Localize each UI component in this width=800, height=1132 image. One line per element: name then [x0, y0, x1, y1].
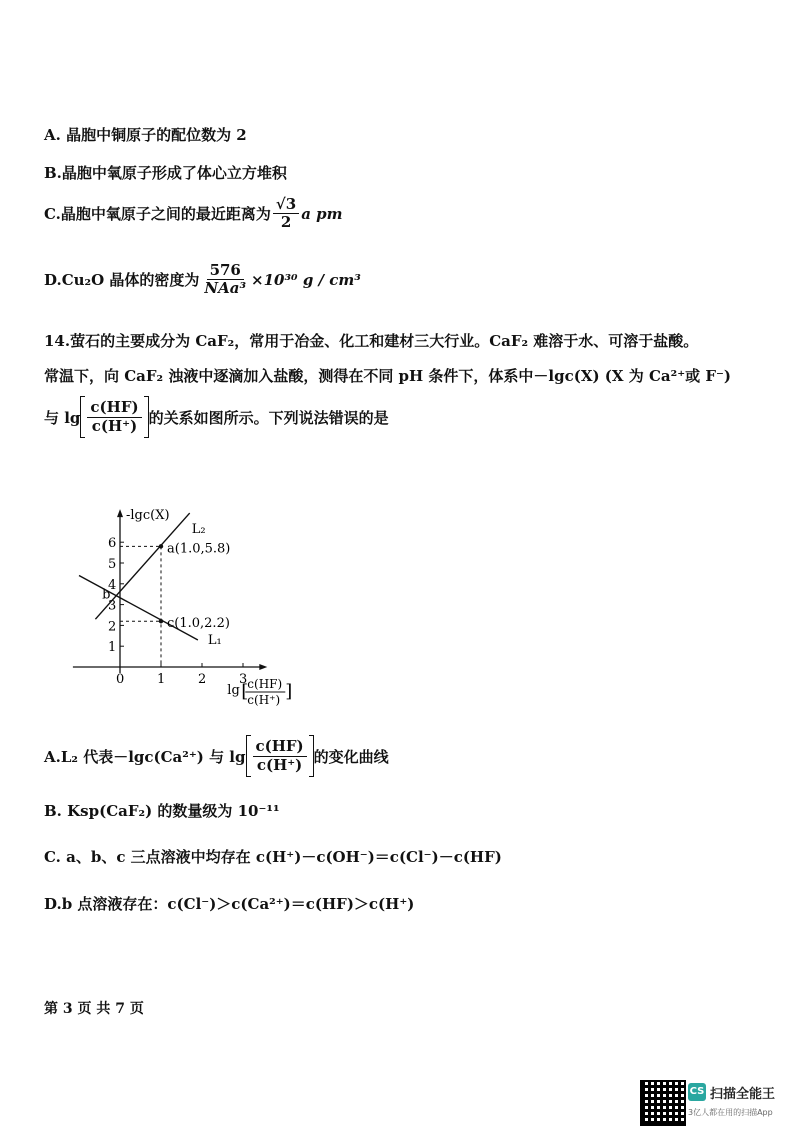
option-14-a-text: A.L₂ 代表－lgc(Ca²⁺) 与 lg	[44, 747, 246, 766]
y-axis-label: -lgc(X)	[126, 508, 170, 524]
fraction-denominator: c(H⁺)	[91, 416, 138, 435]
y-tick-label: 6	[108, 536, 117, 552]
option-13-c-unit: a pm	[301, 204, 343, 223]
page-number: 第 3 页 共 7 页	[44, 1001, 144, 1017]
data-point	[159, 619, 163, 623]
option-13-c-text: C.晶胞中氧原子之间的最近距离为	[44, 205, 271, 224]
fraction-denominator: 2	[280, 213, 292, 232]
point-label: c(1.0,2.2)	[167, 616, 230, 632]
option-13-b: B.晶胞中氧原子形成了体心立方堆积	[44, 164, 287, 182]
option-14-b: B. Ksp(CaF₂) 的数量级为 10⁻¹¹	[44, 802, 280, 820]
x-tick-label: 0	[116, 672, 125, 687]
point-label: a(1.0,5.8)	[167, 541, 231, 557]
x-axis-arrow	[259, 664, 267, 670]
y-tick-label: 4	[108, 577, 117, 593]
option-13-d-unit: ×10³⁰ g / cm³	[251, 270, 361, 289]
camscanner-logo-icon: CS	[688, 1083, 706, 1101]
y-tick-label: 2	[108, 619, 117, 635]
series-label: L₂	[191, 522, 206, 538]
point-label: b	[102, 587, 111, 603]
y-axis-arrow	[117, 509, 123, 517]
fraction-numerator: c(HF)	[253, 738, 307, 756]
left-bracket	[246, 735, 251, 777]
x-axis-label-numerator: c(HF)	[247, 677, 283, 691]
data-point	[159, 544, 163, 548]
option-13-c-fraction	[273, 196, 299, 232]
question-14-line2: 常温下，向 CaF₂ 浊液中逐滴加入盐酸，测得在不同 pH 条件下，体系中－lgc(X) (X 为 Ca²⁺或 F⁻)	[44, 367, 732, 385]
qr-code-icon	[640, 1080, 686, 1126]
y-tick-label: 3	[108, 598, 117, 614]
option-14-c: C. a、b、c 三点溶液中均存在 c(H⁺)－c(OH⁻)＝c(Cl⁻)－c(HF)	[44, 848, 502, 866]
option-14-a-suffix: 的变化曲线	[313, 747, 389, 766]
x-tick-label: 1	[157, 672, 166, 687]
left-bracket	[80, 396, 85, 438]
question-14-fraction	[87, 399, 141, 435]
fraction-denominator: c(H⁺)	[256, 755, 303, 774]
option-14-d: D.b 点溶液存在：c(Cl⁻)＞c(Ca²⁺)＝c(HF)＞c(H⁺)	[44, 895, 415, 913]
option-13-a: A. 晶胞中铜原子的配位数为 2	[44, 126, 247, 144]
watermark-brand: 扫描全能王	[710, 1087, 776, 1102]
y-tick-label: 5	[108, 557, 117, 572]
series-label: L₁	[207, 632, 222, 648]
x-tick-label: 2	[198, 672, 207, 687]
x-axis-label-lbracket: [	[241, 681, 249, 702]
option-14-a	[44, 735, 389, 777]
x-axis-label-rbracket: ]	[285, 681, 293, 702]
fraction-numerator: c(HF)	[87, 399, 141, 417]
x-tick-label: 3	[239, 672, 248, 687]
question-14-line1: 14.萤石的主要成分为 CaF₂，常用于冶金、化工和建材三大行业。CaF₂ 难溶于水、可溶于盐酸。	[44, 332, 699, 350]
question-14-line3-prefix: 与 lg	[44, 408, 81, 427]
option-14-a-fraction	[253, 738, 307, 774]
x-axis-label-prefix: lg	[227, 683, 240, 698]
y-tick-label: 1	[108, 640, 117, 656]
option-13-d	[44, 262, 361, 298]
fraction-numerator: √3	[273, 196, 299, 214]
option-13-c	[44, 196, 343, 232]
question-14-line3-suffix: 的关系如图所示。下列说法错误的是	[148, 408, 389, 427]
question-14-line3	[44, 396, 389, 438]
chart	[40, 450, 330, 710]
option-13-d-text: D.Cu₂O 晶体的密度为	[44, 271, 200, 290]
fraction-numerator: 576	[207, 262, 244, 280]
option-13-d-fraction	[201, 262, 249, 298]
watermark-subtitle: 3亿人都在用的扫描App	[688, 1108, 773, 1117]
x-axis-label-denominator: c(H⁺)	[247, 693, 281, 707]
fraction-denominator: NAa³	[204, 279, 247, 298]
